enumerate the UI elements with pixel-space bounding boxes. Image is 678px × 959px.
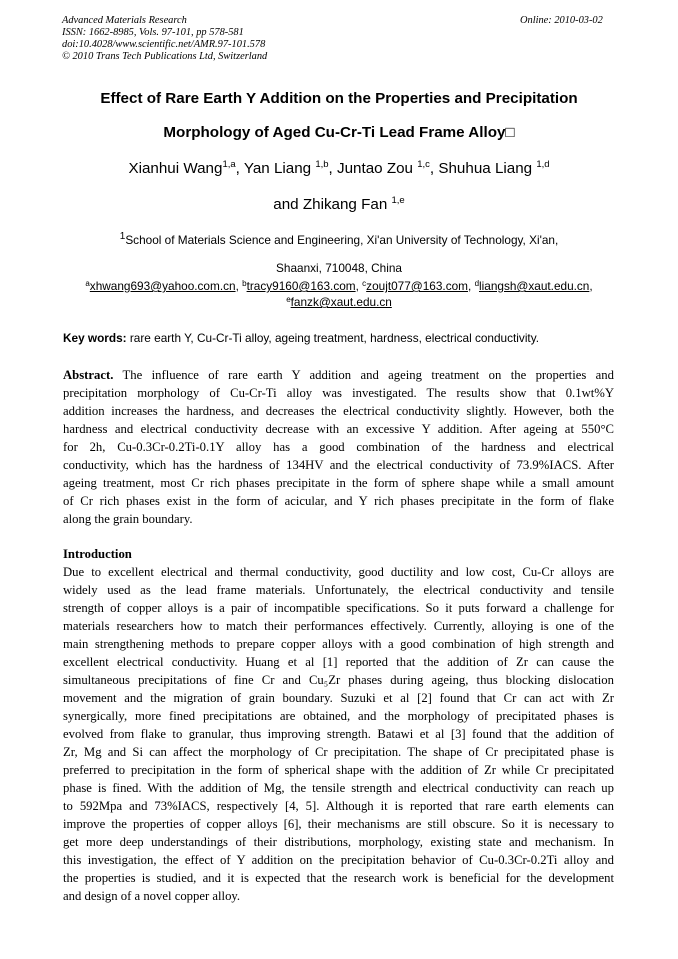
- affiliation-text: School of Materials Science and Engineering, Xi'an University of Technology, Xi'an,: [125, 233, 559, 247]
- abstract-line: ageing treatment, most Cr rich phases precipitate in the form of sphere shape while a small amount: [63, 476, 614, 490]
- intro-line: preferred to precipitation in the form of spherical shape with the addition of Zr while Cr precipitated: [63, 763, 614, 777]
- intro-line: excellent electrical conductivity. Huang et al [1] reported that the addition of Zr can cause the: [63, 655, 614, 669]
- author-sup: 1,e: [391, 195, 405, 206]
- email-separator: ,: [235, 279, 243, 293]
- email-link[interactable]: fanzk@xaut.edu.cn: [290, 295, 392, 309]
- author: Shuhua Liang: [438, 160, 537, 177]
- abstract-line: hardness and electrical conductivity decrease with an excessive Y addition. After ageing at 550°C: [63, 422, 614, 436]
- paper-title-line-2: Morphology of Aged Cu-Cr-Ti Lead Frame Alloy□: [163, 124, 515, 141]
- intro-line: movement and the migration of grain boundary. Suzuki et al [2] found that Cr can act with Zr: [63, 691, 614, 705]
- journal-name: Advanced Materials Research: [62, 15, 187, 26]
- keywords: [63, 331, 539, 345]
- intro-line: get more deep understandings of their distributions, morphology, existing state and mechanism. In: [63, 835, 614, 849]
- intro-line: to 592Mpa and 73%IACS, respectively [4, 5]. Although it is reported that rare earth elements can: [63, 799, 614, 813]
- email-separator: ,: [589, 279, 593, 293]
- author-separator: ,: [235, 160, 244, 177]
- author-sup: 1,d: [536, 159, 550, 170]
- abstract-line: [63, 366, 614, 384]
- abstract-line: for 2h, Cu-0.3Cr-0.2Ti-0.1Y alloy has a good combination of the hardness and electrical: [63, 440, 614, 454]
- abstract-label: Abstract.: [63, 368, 114, 382]
- keywords-label: Key words:: [63, 331, 127, 345]
- intro-line: synergically, more fined precipitations are obtained, and the morphology of precipitated phases is: [63, 709, 614, 723]
- abstract-line: conductivity, which has the hardness of 134HV and the electrical conductivity of 73.9%IACS. After: [63, 458, 614, 472]
- abstract-line: along the grain boundary.: [63, 512, 193, 526]
- intro-line: and design of a novel copper alloy.: [63, 889, 241, 903]
- abstract-line: of Cr rich phases exist in the form of acicular, and Y rich phases precipitate in the form of flake: [63, 494, 614, 508]
- intro-line: strength of copper alloys is a pair of incompatible specifications. So it puts forward a challenge for: [63, 601, 614, 615]
- copyright-line: © 2010 Trans Tech Publications Ltd, Switzerland: [62, 51, 268, 62]
- author: Yan Liang: [243, 160, 316, 177]
- intro-line: evolved from flake to granular, thus improving strength. Batawi et al [3] found that the addition of: [63, 727, 614, 741]
- affiliation-line-1: [40, 233, 638, 247]
- keywords-text: rare earth Y, Cu-Cr-Ti alloy, ageing treatment, hardness, electrical conductivity.: [126, 331, 540, 345]
- issn-line: ISSN: 1662-8985, Vols. 97-101, pp 578-581: [62, 27, 244, 38]
- abstract: [63, 366, 614, 528]
- intro-line: phase is fined. With the addition of Mg, the tensile strength and electrical conductivity can reach up: [63, 781, 614, 795]
- email-link[interactable]: tracy9160@163.com: [246, 279, 356, 293]
- abstract-line-text: The influence of rare earth Y addition and ageing treatment on the properties and: [113, 368, 614, 382]
- email-sup: c: [362, 279, 367, 288]
- email-sup: a: [85, 279, 90, 288]
- email-sup: b: [242, 279, 247, 288]
- abstract-line: addition increases the hardness, and decreases the electrical conductivity slightly. However, both the: [63, 404, 614, 418]
- author-sup: 1,a: [222, 159, 236, 170]
- author-sup: 1,c: [417, 159, 430, 170]
- author-separator: ,: [429, 160, 439, 177]
- email-link[interactable]: liangsh@xaut.edu.cn: [479, 279, 590, 293]
- intro-line: this investigation, the effect of Y addition on the precipitation behavior of Cu-0.3Cr-0.2Ti alloy and: [63, 853, 614, 867]
- author: Xianhui Wang: [128, 160, 223, 177]
- email-link[interactable]: xhwang693@yahoo.com.cn: [89, 279, 236, 293]
- email-line-1: [40, 279, 638, 293]
- doi-line: doi:10.4028/www.scientific.net/AMR.97-101.578: [62, 39, 266, 50]
- affiliation-line-2: Shaanxi, 710048, China: [276, 261, 402, 275]
- email-line-2: [40, 295, 638, 309]
- intro-line: widely used as the lead frame materials. Unfortunately, the electrical conductivity and tensile: [63, 583, 614, 597]
- journal-header: [62, 15, 267, 63]
- paper-title-line-1: Effect of Rare Earth Y Addition on the Properties and Precipitation: [100, 90, 578, 107]
- intro-line: main strengthening methods to prepare copper alloys with a good combination of high strength and: [63, 637, 614, 651]
- email-separator: ,: [468, 279, 475, 293]
- intro-line: Zr, Mg and Si can affect the morphology of Cr precipitation. The shape of Cr precipitated phase is: [63, 745, 614, 759]
- affiliation-sup: 1: [119, 231, 126, 242]
- author-sup: 1,b: [315, 159, 329, 170]
- introduction-body: [63, 563, 614, 905]
- online-date: Online: 2010-03-02: [520, 15, 603, 26]
- intro-line: materials researchers how to match their performances effectively. Currently, alloying is one of the: [63, 619, 614, 633]
- intro-line: improve the properties of copper alloys [6], their mechanisms are still obscure. So it is necessary to: [63, 817, 614, 831]
- email-sup: d: [474, 279, 480, 288]
- author: and Zhikang Fan: [273, 196, 392, 213]
- email-sup: e: [286, 295, 291, 304]
- intro-line: Due to excellent electrical and thermal conductivity, good ductility and low cost, Cu-Cr alloys are: [63, 565, 614, 579]
- author: Juntao Zou: [337, 160, 418, 177]
- author-list-line-2: [40, 196, 638, 214]
- author-separator: ,: [328, 160, 337, 177]
- email-link[interactable]: zoujt077@163.com: [366, 279, 468, 293]
- author-list: [40, 160, 638, 178]
- email-separator: ,: [355, 279, 363, 293]
- section-heading-introduction: Introduction: [63, 547, 132, 561]
- intro-line: the properties is studied, and it is expected that the research work is beneficial for the development: [63, 871, 614, 885]
- abstract-line: precipitation morphology of Cu-Cr-Ti alloy was investigated. The results show that 0.1wt%Y: [63, 386, 614, 400]
- intro-line: simultaneous precipitations of fine Cr and Cu₅Zr phases during ageing, thus blocking dislocation: [63, 673, 614, 687]
